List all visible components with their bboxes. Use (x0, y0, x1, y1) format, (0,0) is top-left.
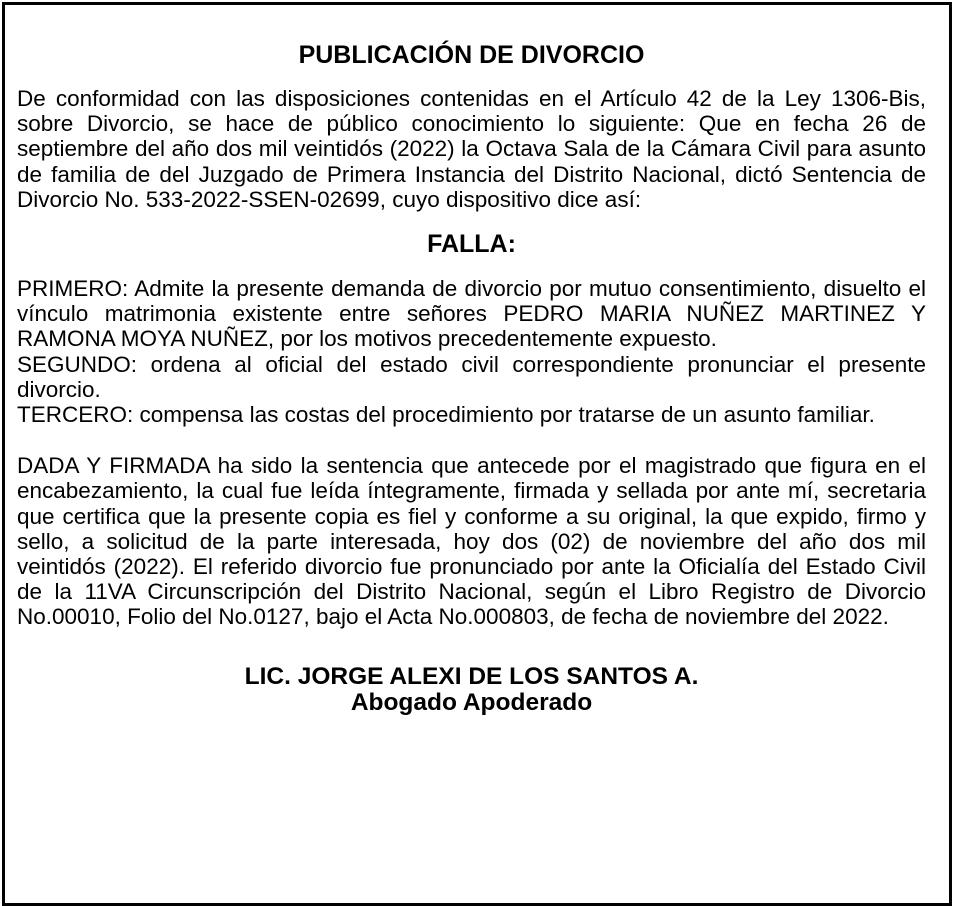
notice-title: PUBLICACIÓN DE DIVORCIO (298, 41, 645, 69)
ruling-segundo: SEGUNDO: ordena al oficial del estado civil correspondiente pronunciar el presente divorcio. (17, 351, 926, 402)
intro-paragraph: De conformidad con las disposiciones contenidas en el Artículo 42 de la Ley 1306-Bis, sobre Divorcio, se hace de público conocimiento lo siguiente: Que en fecha 26 de septiembre del año dos mil veintidós (2022) la Octava Sala de la Cámara Civil para asunto de familia de del Juzgado de Primera Instancia del Distrito Nacional, dictó Sentencia de Divorcio No. 533-2022-SSEN-02699, cuyo dispositivo dice así: (17, 86, 926, 212)
closing-paragraph: DADA Y FIRMADA ha sido la sentencia que antecede por el magistrado que figura en el encabezamiento, la cual fue leída íntegramente, firmada y sellada por ante mí, secretaria que certifica que la presente copia es fiel y conforme a su original, la que expido, firmo y sello, a solicitud de la parte interesada, hoy dos (02) de noviembre del año dos mil veintidós (2022). El referido divorcio fue pronunciado por ante la Oficialía del Estado Civil de la 11VA Circunscripción del Distrito Nacional, según el Libro Registro de Divorcio No.00010, Folio del No.0127, bajo el Acta No.000803, de fecha de noviembre del 2022. (17, 453, 926, 630)
signatory-role: Abogado Apoderado (350, 688, 593, 716)
signatory-name: LIC. JORGE ALEXI DE LOS SANTOS A. (244, 662, 699, 690)
falla-heading: FALLA: (427, 230, 516, 259)
paragraph-spacer (17, 427, 926, 453)
ruling-tercero: TERCERO: compensa las costas del procedimiento por tratarse de un asunto familiar. (17, 402, 875, 428)
ruling-primero: PRIMERO: Admite la presente demanda de divorcio por mutuo consentimiento, disuelto el vínculo matrimonia existente entre señores PEDRO MARIA NUÑEZ MARTINEZ Y RAMONA MOYA NUÑEZ, por los motivos precedentemente expuesto. (17, 276, 926, 352)
notice-body (17, 40, 926, 716)
